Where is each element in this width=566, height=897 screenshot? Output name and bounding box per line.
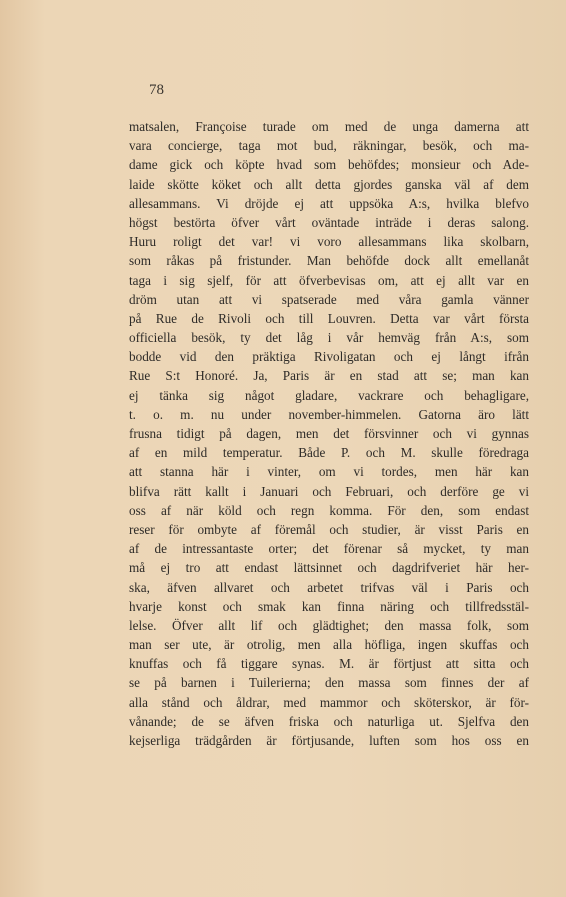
text-line: officiella besök, ty det låg i vår hemväg från A:s, som [129,330,529,346]
text-line: vara concierge, taga mot bud, räkningar, besök, och ma- [129,138,529,154]
text-line: af en mild temperatur. Både P. och M. skulle föredraga [129,445,529,461]
text-line: allesammans. Vi dröjde ej att uppsöka A:s, hvilka blefvo [129,195,529,211]
text-line: man ser ute, är otrolig, men alla höfliga, ingen skuffas och [129,637,529,653]
text-line: högst bestörta öfver vårt oväntade inträde i deras salong. [129,214,529,230]
text-line: hvarje konst och smak kan finna näring och tillfredsstäl- [129,598,529,614]
text-line: ej tänka sig något gladare, vackrare och behagligare, [129,387,529,403]
text-line: laide skötte köket och allt detta gjordes ganska väl af dem [129,176,529,192]
text-line: blifva rätt kallt i Januari och Februari, och derföre ge vi [129,483,529,499]
text-line: att stanna här i vinter, om vi tordes, men här kan [129,464,529,480]
text-line: vånande; de se äfven friska och naturliga ut. Sjelfva den [129,713,529,729]
text-line: dröm utan att vi spatserade med våra gamla vänner [129,291,529,307]
text-line: taga i sig sjelf, för att öfverbevisas om, att ej allt var en [129,272,529,288]
text-line: knuffas och få tiggare synas. M. är förtjust att sitta och [129,656,529,672]
text-line: frusna tidigt på dagen, men det försvinner och vi gynnas [129,426,529,441]
text-line: Huru roligt det var! vi voro allesammans lika skolbarn, [129,234,529,250]
text-line: dame gick och köpte hvad som behöfdes; monsieur och Ade- [129,157,529,173]
text-line: alla stånd och åldrar, med mammor och sköterskor, är för- [129,694,529,710]
text-line: matsalen, Françoise turade om med de unga damerna att [129,119,529,134]
text-line: t. o. m. nu under november-himmelen. Gatorna äro lätt [129,406,529,422]
text-line: ska, äfven allvaret och arbetet trifvas väl i Paris och [129,579,529,595]
text-line: se på barnen i Tuilerierna; den massa som finnes der af [129,675,529,691]
text-line: af de intressantaste orter; det förenar så mycket, ty man [129,541,529,557]
text-line: som råkas på fristunder. Man behöfde dock allt emellanåt [129,253,529,269]
text-line: lelse. Öfver allt lif och glädtighet; den massa folk, som [129,617,529,633]
body-text [129,117,529,750]
text-line: Rue S:t Honoré. Ja, Paris är en stad att se; man kan [129,368,529,384]
text-line: oss af när köld och regn komma. För den, som endast [129,502,529,518]
text-line: på Rue de Rivoli och till Louvren. Detta var vårt första [129,310,529,326]
page-number: 78 [149,82,164,98]
text-line: reser för ombyte af föremål och studier, är visst Paris en [129,521,529,537]
text-line: kejserliga trädgården är förtjusande, luften som hos oss en [129,733,529,748]
text-line: må ej tro att endast lättsinnet och dagdrifveriet här her- [129,560,529,576]
text-line: bodde vid den präktiga Rivoligatan och ej långt ifrån [129,349,529,365]
